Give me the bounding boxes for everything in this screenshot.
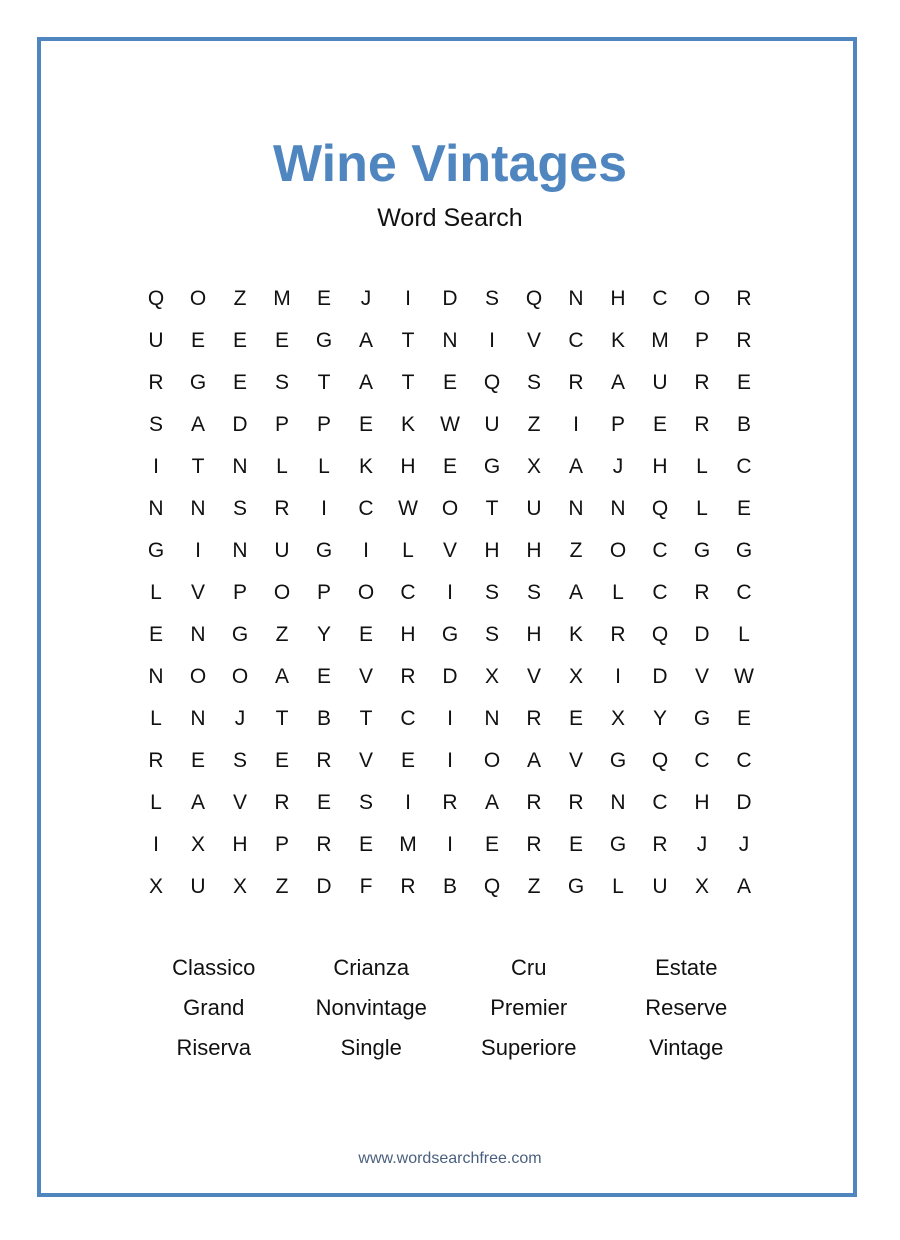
grid-letter: S — [148, 413, 163, 436]
grid-letter: G — [189, 371, 207, 394]
grid-letter: S — [484, 623, 499, 646]
grid-letter: L — [318, 455, 330, 478]
grid-letter: V — [442, 539, 457, 562]
grid-letter: X — [148, 875, 163, 898]
grid-letter: U — [148, 329, 164, 352]
word-list-item: Estate — [655, 955, 718, 980]
grid-letter: R — [274, 497, 290, 520]
grid-letter: N — [190, 623, 206, 646]
grid-letter: G — [567, 875, 585, 898]
word-list — [135, 948, 765, 1068]
grid-letter: H — [484, 539, 500, 562]
word-list-item: Grand — [183, 995, 245, 1020]
grid-letter: S — [484, 287, 499, 310]
grid-letter: T — [401, 329, 415, 352]
grid-letter: I — [573, 413, 579, 436]
grid-letter: A — [484, 791, 499, 814]
grid-letter: E — [190, 749, 205, 772]
grid-letter: T — [191, 455, 205, 478]
grid-letter: X — [610, 707, 625, 730]
grid-letter: W — [734, 665, 754, 688]
grid-letter: O — [693, 287, 711, 310]
grid-letter: U — [484, 413, 500, 436]
grid-letter: B — [736, 413, 751, 436]
page-subtitle: Word Search — [377, 204, 523, 232]
grid-letter: J — [234, 707, 246, 730]
grid-letter: T — [317, 371, 331, 394]
grid-letter: D — [652, 665, 668, 688]
grid-letter: V — [694, 665, 709, 688]
grid-letter: G — [693, 707, 711, 730]
grid-letter: D — [694, 623, 710, 646]
grid-letter: N — [148, 497, 164, 520]
word-list-item: Single — [340, 1035, 402, 1060]
grid-letter: F — [359, 875, 373, 898]
grid-letter: R — [694, 371, 710, 394]
grid-letter: R — [568, 791, 584, 814]
grid-letter: M — [273, 287, 291, 310]
grid-letter: E — [190, 329, 205, 352]
grid-letter: G — [609, 749, 627, 772]
grid-letter: S — [358, 791, 373, 814]
grid-letter: E — [400, 749, 415, 772]
grid-letter: S — [232, 497, 247, 520]
grid-letter: T — [485, 497, 499, 520]
grid-letter: A — [190, 413, 205, 436]
grid-letter: R — [148, 371, 164, 394]
grid-letter: X — [232, 875, 247, 898]
grid-letter: E — [736, 497, 751, 520]
grid-letter: Q — [651, 497, 669, 520]
grid-letter: N — [232, 455, 248, 478]
grid-letter: I — [405, 287, 411, 310]
grid-letter: C — [694, 749, 710, 772]
grid-letter: E — [274, 749, 289, 772]
grid-letter: G — [483, 455, 501, 478]
grid-letter: H — [400, 455, 416, 478]
grid-letter: S — [484, 581, 499, 604]
grid-letter: O — [483, 749, 501, 772]
grid-letter: R — [316, 833, 332, 856]
grid-letter: C — [568, 329, 584, 352]
grid-letter: H — [526, 539, 542, 562]
grid-letter: A — [526, 749, 541, 772]
grid-letter: I — [489, 329, 495, 352]
grid-letter: S — [526, 371, 541, 394]
grid-letter: P — [274, 413, 289, 436]
grid-letter: O — [189, 287, 207, 310]
grid-letter: I — [447, 749, 453, 772]
footer-url[interactable]: www.wordsearchfree.com — [358, 1150, 542, 1167]
grid-letter: V — [526, 665, 541, 688]
grid-letter: L — [696, 497, 708, 520]
grid-letter: A — [736, 875, 751, 898]
grid-letter: Z — [527, 875, 541, 898]
grid-letter: I — [447, 833, 453, 856]
word-list-item: Premier — [490, 995, 568, 1020]
grid-letter: R — [400, 665, 416, 688]
grid-letter: W — [440, 413, 460, 436]
grid-letter: G — [693, 539, 711, 562]
letter-grid — [135, 278, 765, 908]
grid-letter: N — [568, 287, 584, 310]
grid-letter: R — [274, 791, 290, 814]
grid-letter: I — [321, 497, 327, 520]
grid-letter: C — [736, 455, 752, 478]
grid-letter: P — [274, 833, 289, 856]
grid-letter: R — [568, 371, 584, 394]
grid-letter: Z — [275, 623, 289, 646]
grid-letter: E — [442, 371, 457, 394]
grid-letter: I — [447, 707, 453, 730]
grid-letter: V — [526, 329, 541, 352]
grid-letter: G — [609, 833, 627, 856]
grid-letter: D — [736, 791, 752, 814]
grid-letter: L — [738, 623, 750, 646]
word-list-item: Nonvintage — [315, 995, 427, 1020]
grid-letter: C — [652, 581, 668, 604]
grid-letter: R — [316, 749, 332, 772]
grid-letter: E — [442, 455, 457, 478]
grid-letter: R — [526, 791, 542, 814]
grid-letter: O — [273, 581, 291, 604]
grid-letter: N — [190, 497, 206, 520]
grid-letter: V — [190, 581, 205, 604]
grid-letter: L — [402, 539, 414, 562]
grid-letter: I — [363, 539, 369, 562]
grid-letter: K — [610, 329, 625, 352]
grid-letter: D — [316, 875, 332, 898]
grid-letter: D — [442, 287, 458, 310]
grid-letter: P — [610, 413, 625, 436]
grid-letter: Y — [652, 707, 667, 730]
grid-letter: H — [400, 623, 416, 646]
grid-letter: N — [610, 791, 626, 814]
grid-letter: E — [652, 413, 667, 436]
grid-letter: X — [190, 833, 205, 856]
grid-letter: K — [568, 623, 583, 646]
grid-letter: N — [190, 707, 206, 730]
grid-letter: L — [612, 875, 624, 898]
grid-letter: E — [358, 833, 373, 856]
grid-letter: I — [195, 539, 201, 562]
grid-letter: Z — [569, 539, 583, 562]
grid-letter: C — [652, 791, 668, 814]
grid-letter: Q — [483, 875, 501, 898]
grid-letter: N — [232, 539, 248, 562]
grid-letter: Q — [651, 623, 669, 646]
grid-letter: R — [400, 875, 416, 898]
grid-letter: P — [694, 329, 709, 352]
grid-letter: R — [694, 413, 710, 436]
grid-letter: J — [360, 287, 372, 310]
grid-letter: A — [568, 455, 583, 478]
word-list-item: Vintage — [649, 1035, 724, 1060]
grid-letter: U — [652, 875, 668, 898]
grid-letter: M — [651, 329, 669, 352]
grid-letter: X — [568, 665, 583, 688]
grid-letter: N — [484, 707, 500, 730]
grid-letter: R — [652, 833, 668, 856]
grid-letter: C — [358, 497, 374, 520]
grid-letter: H — [652, 455, 668, 478]
page-title: Wine Vintages — [273, 135, 627, 193]
grid-letter: V — [568, 749, 583, 772]
grid-letter: H — [526, 623, 542, 646]
grid-letter: A — [274, 665, 289, 688]
grid-letter: Z — [233, 287, 247, 310]
grid-letter: R — [736, 329, 752, 352]
grid-letter: X — [526, 455, 541, 478]
grid-letter: Q — [525, 287, 543, 310]
grid-letter: R — [694, 581, 710, 604]
grid-letter: O — [189, 665, 207, 688]
grid-letter: I — [153, 833, 159, 856]
grid-letter: I — [447, 581, 453, 604]
grid-letter: T — [401, 371, 415, 394]
word-list-item: Riserva — [176, 1035, 252, 1060]
grid-letter: C — [400, 581, 416, 604]
grid-letter: V — [358, 665, 373, 688]
grid-letter: O — [441, 497, 459, 520]
grid-letter: J — [738, 833, 750, 856]
grid-letter: E — [232, 329, 247, 352]
grid-letter: G — [231, 623, 249, 646]
grid-letter: S — [232, 749, 247, 772]
grid-letter: E — [274, 329, 289, 352]
grid-letter: S — [526, 581, 541, 604]
grid-letter: U — [652, 371, 668, 394]
grid-letter: E — [358, 413, 373, 436]
grid-letter: U — [526, 497, 542, 520]
word-list-item: Classico — [172, 955, 256, 980]
grid-letter: V — [358, 749, 373, 772]
word-list-item: Crianza — [333, 955, 410, 980]
grid-letter: L — [612, 581, 624, 604]
grid-letter: E — [736, 707, 751, 730]
grid-letter: L — [150, 707, 162, 730]
grid-letter: A — [190, 791, 205, 814]
word-list-item: Cru — [511, 955, 547, 980]
grid-letter: C — [652, 287, 668, 310]
grid-letter: G — [441, 623, 459, 646]
grid-letter: Q — [483, 371, 501, 394]
grid-letter: K — [400, 413, 415, 436]
grid-letter: O — [231, 665, 249, 688]
word-list-item: Reserve — [645, 995, 728, 1020]
word-list-item: Superiore — [481, 1035, 577, 1060]
grid-letter: O — [357, 581, 375, 604]
grid-letter: E — [148, 623, 163, 646]
grid-letter: X — [694, 875, 709, 898]
grid-letter: U — [274, 539, 290, 562]
grid-letter: I — [153, 455, 159, 478]
grid-letter: U — [190, 875, 206, 898]
grid-letter: T — [359, 707, 373, 730]
grid-letter: X — [484, 665, 499, 688]
grid-letter: E — [316, 665, 331, 688]
grid-letter: M — [399, 833, 417, 856]
grid-letter: G — [147, 539, 165, 562]
grid-letter: P — [232, 581, 247, 604]
grid-letter: R — [526, 707, 542, 730]
grid-letter: E — [232, 371, 247, 394]
grid-letter: W — [398, 497, 418, 520]
grid-letter: N — [148, 665, 164, 688]
grid-letter: E — [568, 707, 583, 730]
grid-letter: K — [358, 455, 373, 478]
grid-letter: E — [316, 791, 331, 814]
grid-letter: L — [276, 455, 288, 478]
grid-letter: I — [615, 665, 621, 688]
grid-letter: E — [484, 833, 499, 856]
grid-letter: E — [736, 371, 751, 394]
grid-letter: P — [316, 581, 331, 604]
grid-letter: J — [612, 455, 624, 478]
grid-letter: L — [150, 581, 162, 604]
grid-letter: L — [150, 791, 162, 814]
grid-letter: B — [442, 875, 457, 898]
grid-letter: B — [316, 707, 331, 730]
grid-letter: H — [610, 287, 626, 310]
grid-letter: R — [442, 791, 458, 814]
grid-letter: I — [405, 791, 411, 814]
grid-letter: T — [275, 707, 289, 730]
grid-letter: E — [568, 833, 583, 856]
grid-letter: E — [316, 287, 331, 310]
grid-letter: N — [568, 497, 584, 520]
grid-letter: Y — [316, 623, 331, 646]
grid-letter: A — [610, 371, 625, 394]
grid-letter: E — [358, 623, 373, 646]
grid-letter: R — [610, 623, 626, 646]
grid-letter: A — [568, 581, 583, 604]
grid-letter: V — [232, 791, 247, 814]
grid-letter: R — [526, 833, 542, 856]
grid-letter: G — [735, 539, 753, 562]
grid-letter: A — [358, 329, 373, 352]
grid-letter: Q — [651, 749, 669, 772]
grid-letter: C — [736, 581, 752, 604]
grid-letter: D — [232, 413, 248, 436]
grid-letter: C — [400, 707, 416, 730]
grid-letter: H — [694, 791, 710, 814]
grid-letter: H — [232, 833, 248, 856]
grid-letter: D — [442, 665, 458, 688]
grid-letter: Z — [275, 875, 289, 898]
grid-letter: L — [696, 455, 708, 478]
grid-letter: A — [358, 371, 373, 394]
grid-letter: N — [442, 329, 458, 352]
grid-letter: N — [610, 497, 626, 520]
grid-letter: G — [315, 539, 333, 562]
grid-letter: C — [652, 539, 668, 562]
grid-letter: G — [315, 329, 333, 352]
grid-letter: C — [736, 749, 752, 772]
grid-letter: R — [148, 749, 164, 772]
grid-letter: Q — [147, 287, 165, 310]
grid-letter: Z — [527, 413, 541, 436]
grid-letter: R — [736, 287, 752, 310]
grid-letter: J — [696, 833, 708, 856]
grid-letter: S — [274, 371, 289, 394]
grid-letter: P — [316, 413, 331, 436]
grid-letter: O — [609, 539, 627, 562]
